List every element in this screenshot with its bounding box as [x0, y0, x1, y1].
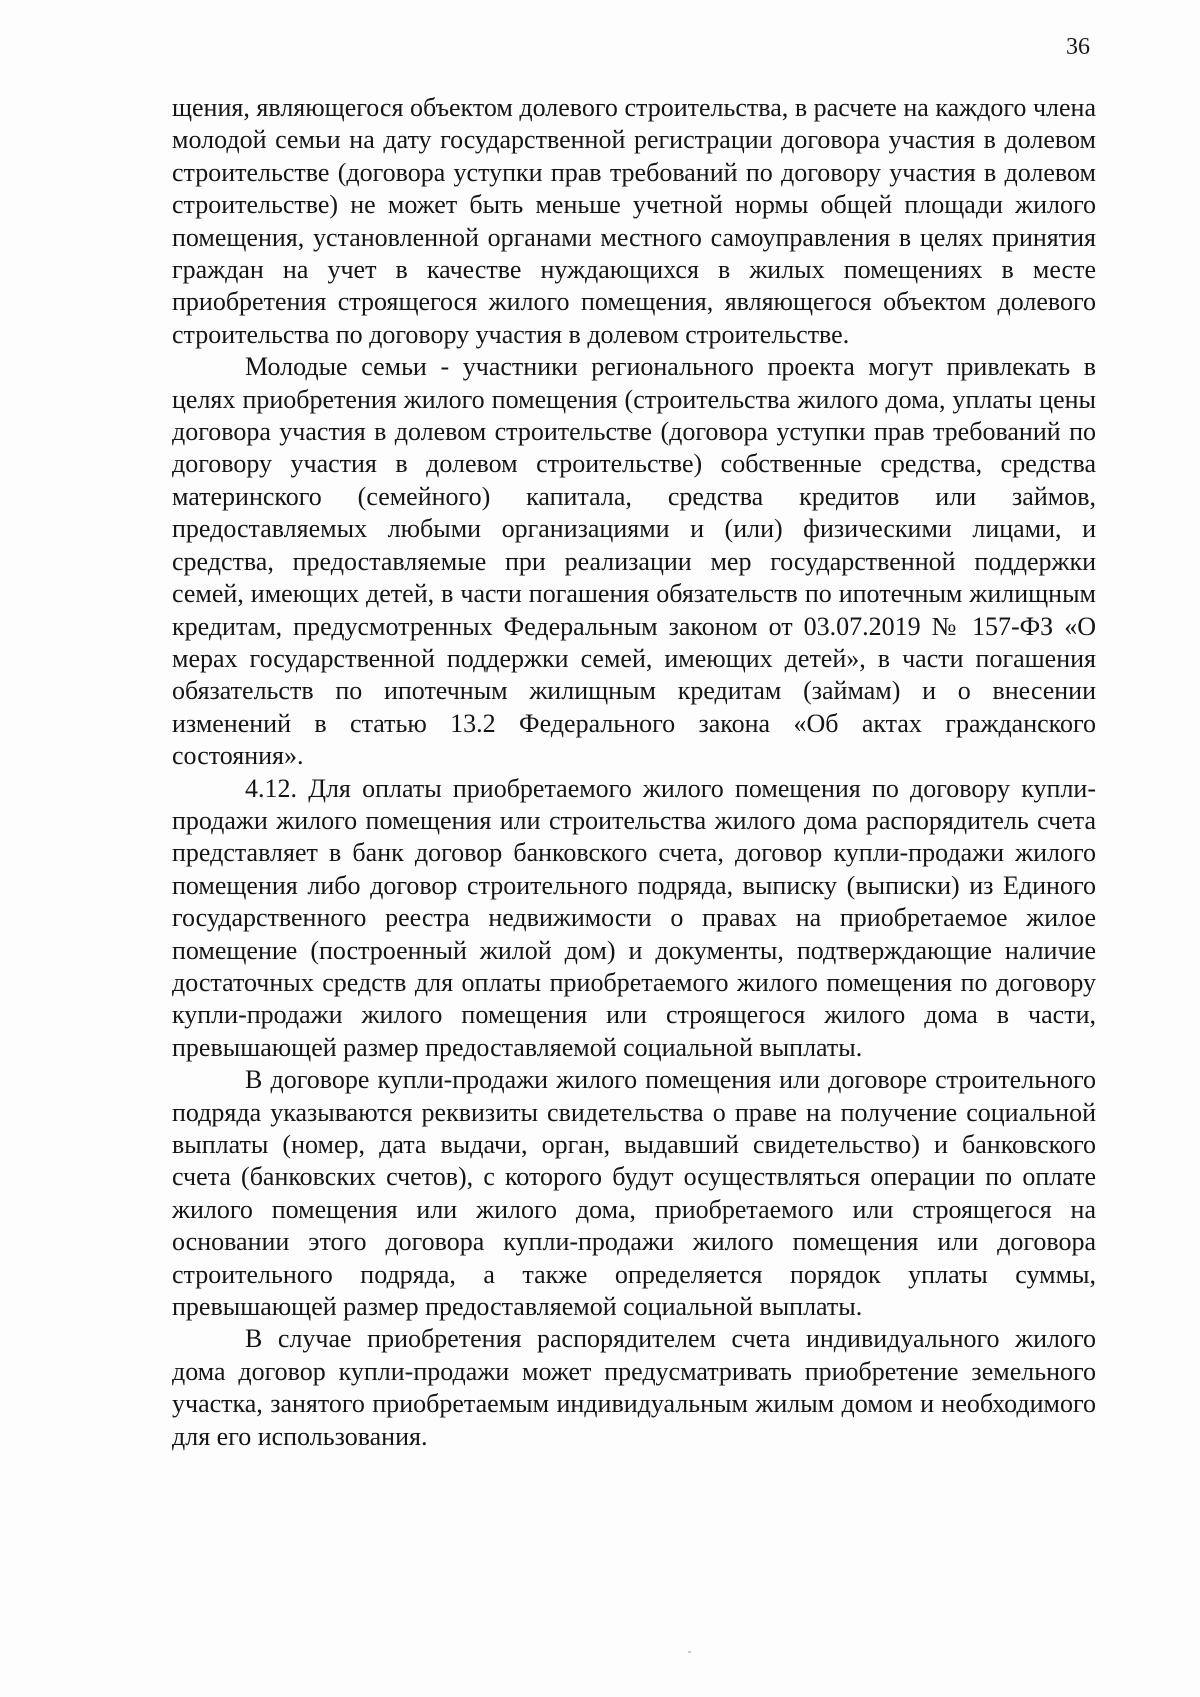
paragraph-young-families-funds: Молодые семьи - участники регионального проекта могут привлекать в целях приобретения жилого помещения (строительства жилого дома, уплаты цены договора участия в долевом строительстве (договора уступки прав требований по договору участия в долевом строительстве) собственные средства, средства материнского (семейного) капитала, средства кредитов или займов, предоставляемых любыми организациями и (или) физическими лицами, и средства, предоставляемые при реализации мер государственной поддержки семей, имеющих детей, в части погашения обязательств по ипотечным жилищным кредитам, предусмотренных Федеральным законом от 03.07.2019 № 157-ФЗ «О мерах государственной поддержки семей, имеющих детей», в части погашения обязательств по ипотечным жилищным кредитам (займам) и о внесении изменений в статью 13.2 Федерального закона «Об актах гражданского состояния».	[172, 352, 1096, 771]
paragraph-4-12: 4.12. Для оплаты приобретаемого жилого помещения по договору купли-продажи жилого помещения или строительства жилого дома распорядитель счета представляет в банк договор банковского счета, договор купли-продажи жилого помещения либо договор строительного подряда, выписку (выписки) из Единого государственного реестра недвижимости о правах на приобретаемое жилое помещение (построенный жилой дом) и документы, подтверждающие наличие достаточных средств для оплаты приобретаемого жилого помещения по договору купли-продажи жилого помещения или строящегося жилого дома в части, превышающей размер предоставляемой социальной выплаты.	[172, 773, 1096, 1062]
scan-artifact	[688, 1651, 691, 1653]
document-body	[172, 92, 1096, 1453]
page-number: 36	[1066, 34, 1090, 60]
paragraph-land-plot: В случае приобретения распорядителем счета индивидуального жилого дома договор купли-продажи может предусматривать приобретение земельного участка, занятого приобретаемым индивидуальным жилым домом и необходимого для его использования.	[172, 1324, 1096, 1451]
paragraph-continuation: щения, являющегося объектом долевого строительства, в расчете на каждого члена молодой семьи на дату государственной регистрации договора участия в долевом строительстве (договора уступки прав требований по договору участия в долевом строительстве) не может быть меньше учетной нормы общей площади жилого помещения, установленной органами местного самоуправления в целях принятия граждан на учет в качестве нуждающихся в жилых помещениях в месте приобретения строящегося жилого помещения, являющегося объектом долевого строительства по договору участия в долевом строительстве.	[172, 93, 1096, 349]
paragraph-contract-requisites: В договоре купли-продажи жилого помещения или договоре строительного подряда указываются реквизиты свидетельства о праве на получение социальной выплаты (номер, дата выдачи, орган, выдавший свидетельство) и банковского счета (банковских счетов), с которого будут осуществляться операции по оплате жилого помещения или жилого дома, приобретаемого или строящегося на основании этого договора купли-продажи жилого помещения или договора строительного подряда, а также определяется порядок уплаты суммы, превышающей размер предоставляемой социальной выплаты.	[172, 1065, 1096, 1322]
